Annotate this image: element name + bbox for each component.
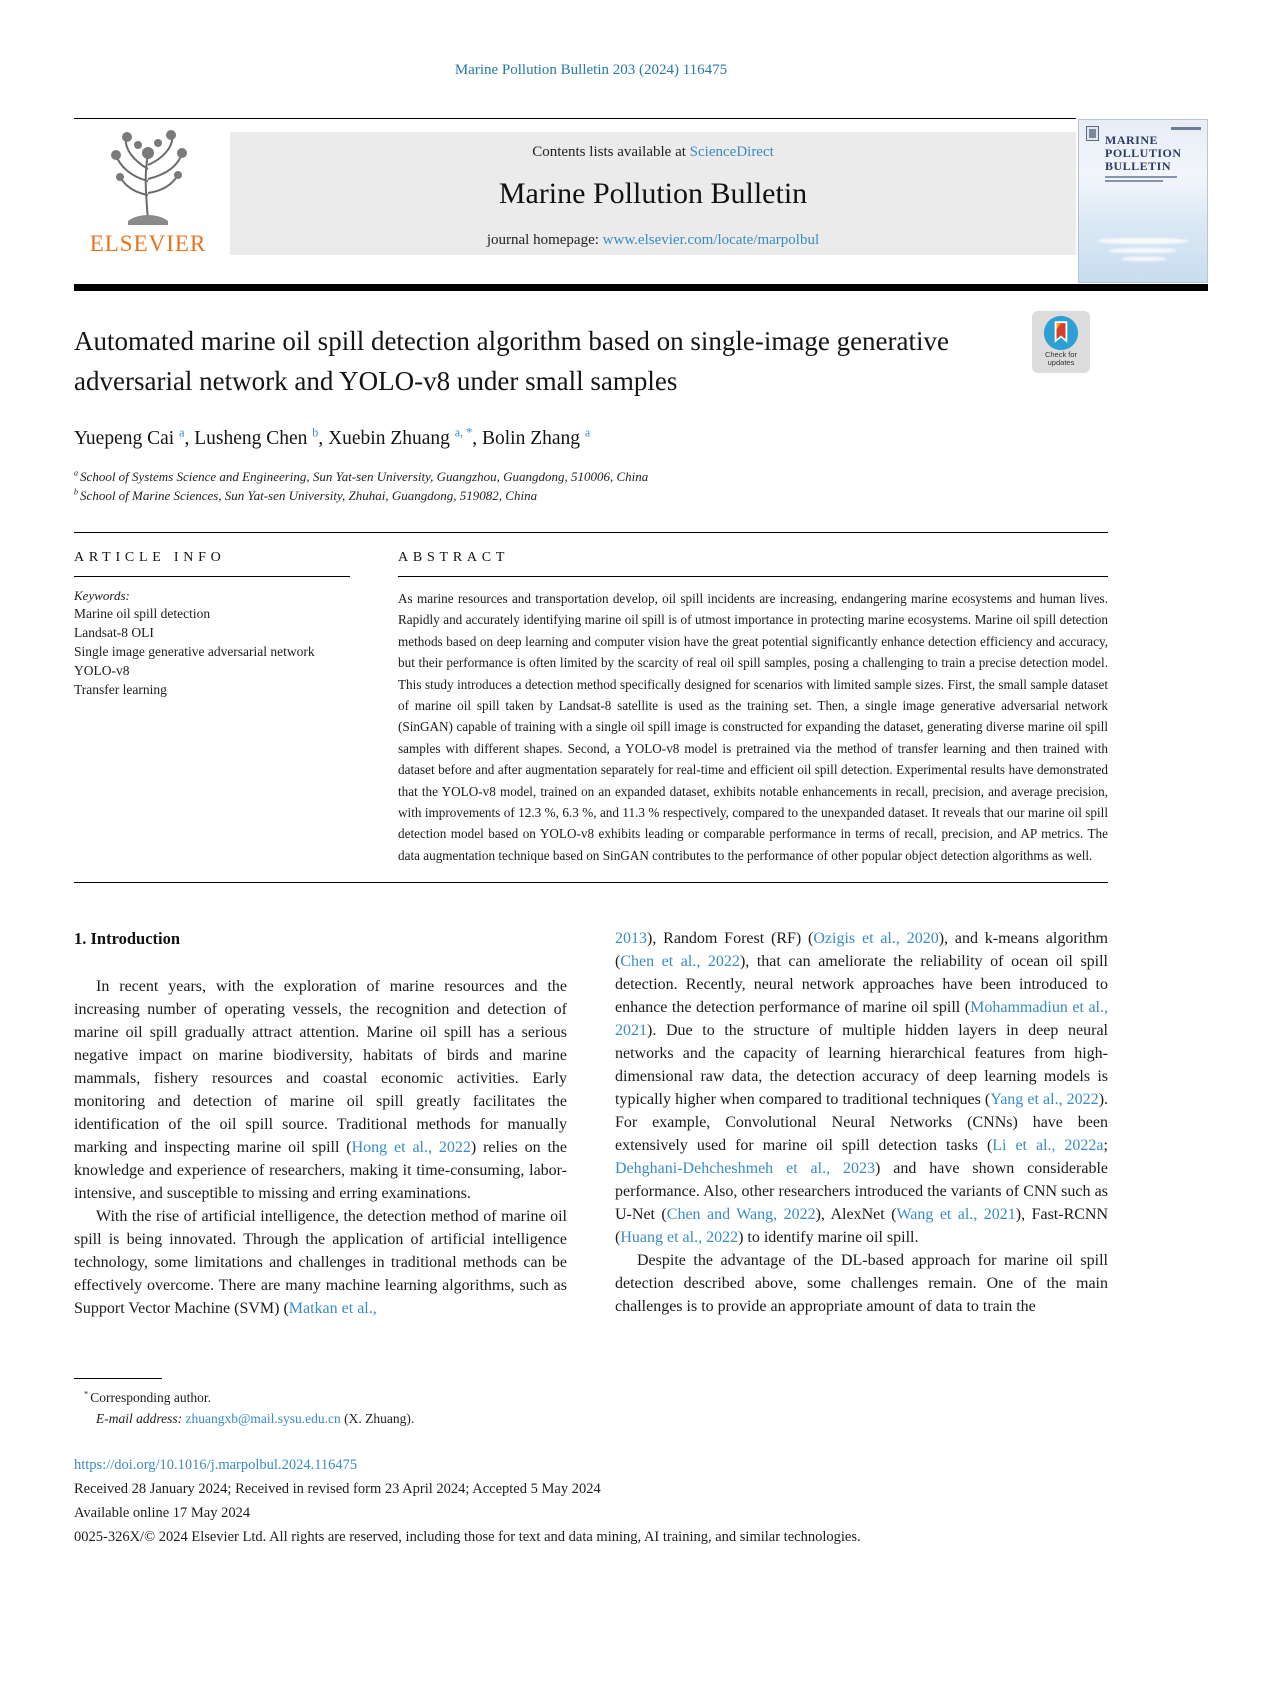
inline-link[interactable]: Ozigis et al., 2020 [813,930,939,948]
inline-link[interactable]: Chen and Wang, 2022 [666,1206,816,1224]
inline-link[interactable]: a [179,425,185,440]
abstract-text: As marine resources and transportation develop, oil spill incidents are increasing, endangering marine ecosystems and human lives. Rapidly and accurately identifying marine oil spill is of utmost importance in protecting marine ecosystems. Marine oil spill detection methods based on deep learning and computer vision have the great potential significantly enhance detection efficiency and accuracy, but their performance is often limited by the scarcity of real oil spill samples, posing a challenging to train a precise detection model. This study introduces a detection method specifically designed for scenarios with limited sample sizes. First, the small sample dataset of marine oil spill taken by Landsat-8 satellite is used as the training set. Then, a single image generative adversarial network (SinGAN) capable of training with a single oil spill image is constructed for expanding the dataset, generating diverse marine oil spill samples with different shapes. Second, a YOLO-v8 model is pretrained via the method of transfer learning and then trained with dataset before and after augmentation separately for real-time and efficient oil spill detection. Experimental results have demonstrated that the YOLO-v8 model, trained on an expanded dataset, exhibits notable enhancements in recall, precision, and average precision, with improvements of 12.3 %, 6.3 %, and 11.3 % respectively, compared to the unexpanded dataset. It reveals that our marine oil spill detection model based on YOLO-v8 exhibits leading or comparable performance in terms of recall, precision, and AP metrics. The data augmentation technique based on SinGAN contributes to the performance of other popular object detection algorithms as well. [398,591,1108,863]
text-run: ) relies on the knowledge and experience of researchers, making it time-consuming, labor-intensive, and susceptible to missing and erring examinations. [74,1139,568,1203]
text-run: ) and have shown considerable performance. Also, other researchers introduced the variants of CNN such as U-Net ( [615,1160,1108,1224]
cover-wave-art [1109,248,1177,253]
inline-link[interactable]: Dehghani-Dehcheshmeh et al., 2023 [615,1160,876,1178]
doi-link[interactable]: https://doi.org/10.1016/j.marpolbul.2024.116475 [74,1457,358,1474]
text-run: (X. Zhuang). [340,1411,415,1427]
cover-wave-art [1121,257,1167,261]
text-run: ), AlexNet ( [815,1206,897,1224]
text-run: School of Systems Science and Engineering, Sun Yat-sen University, Guangzhou, Guangdong, 510006, China [80,469,649,484]
available-online: Available online 17 May 2024 [74,1505,251,1522]
inline-link[interactable]: Mohammadiun et al., 2021 [615,999,1109,1040]
text-run: In recent years, with the exploration of marine resources and the increasing number of operating vessels, the recognition and detection of marine oil spill gradually attract attention. Marine oil spill has a serious negative impact on marine biodiversity, habitats of birds and marine mammals, fishery resources and coastal economic activities. Early monitoring and detection of marine oil spill greatly facilitates the identification of the oil spill source. Traditional methods for manually marking and inspecting marine oil spill ( [74,978,567,1157]
text-run: ), Fast-RCNN ( [615,1206,1109,1247]
header-divider-bar [74,284,1208,291]
article-info-heading: ARTICLE INFO [74,550,226,565]
contents-line [230,144,1076,161]
body-column-right [615,927,1108,1320]
title-block [74,321,1208,401]
abstract-rule [398,576,1108,577]
intro-paragraph [615,1249,1108,1318]
text-run: b [74,487,81,497]
journal-banner [230,132,1076,255]
homepage-line [230,232,1076,249]
inline-link[interactable]: Li et al., 2022a [992,1137,1104,1155]
sciencedirect-link[interactable]: ScienceDirect [689,144,774,160]
elsevier-logo [74,125,222,257]
journal-title: Marine Pollution Bulletin [498,177,808,210]
article-info-rule [74,576,350,577]
keyword-item: Marine oil spill detection [74,606,211,621]
text-run: ), Random Forest (RF) ( [647,930,814,948]
affiliation-b [74,486,1208,505]
corresponding-author-note [74,1387,1208,1408]
text-run: ). For example, Convolutional Neural Networks (CNNs) have been extensively used for marine oil spill detection tasks ( [615,1091,1109,1155]
inline-link[interactable]: a [584,425,591,440]
text-run: ). Due to the structure of multiple hidden layers in deep neural networks and the capacity of learning hierarchical features from high-dimensional raw data, the detection accuracy of deep learning models is typically higher when compared to traditional techniques ( [615,1022,1108,1109]
intro-paragraph [74,975,567,1205]
text-run: Corresponding author. [90,1390,212,1406]
author-list [74,425,1208,450]
keyword-item: Transfer learning [74,682,167,697]
keywords-label: Keywords: [74,588,130,603]
text-run: With the rise of artificial intelligence, the detection method of marine oil spill is being innovated. Through the application of artificial intelligence technology, some limitations and challenges in traditional methods can be effectively overcome. There are many machine learning algorithms, such as Support Vector Machine (SVM) ( [74,1208,567,1318]
email-note [74,1408,1208,1429]
text-run: ), and k-means algorithm ( [615,930,1108,971]
copyright-line: 0025-326X/© 2024 Elsevier Ltd. All rights are reserved, including those for text and data mining, AI training, and similar technologies. [74,1529,861,1546]
text-run: ; [1103,1137,1108,1155]
journal-homepage-link[interactable]: www.elsevier.com/locate/marpolbul [602,232,820,248]
keyword-item: Single image generative adversarial network [74,644,315,659]
footnote-block [74,1378,1208,1429]
inline-link[interactable]: Huang et al., 2022 [620,1229,739,1247]
journal-cover-logo-icon [1086,126,1099,141]
article-meta-block [74,1453,1208,1549]
check-for-updates-badge[interactable] [1032,311,1090,373]
text-run: , Lusheng Chen [184,428,313,449]
intro-paragraph [615,927,1108,1249]
check-for-updates-label-1: Check for [1044,350,1078,359]
inline-link[interactable]: Chen et al., 2022 [620,953,740,971]
text-run: ) to identify marine oil spill. [738,1229,919,1247]
affiliations [74,467,1208,505]
article-info-column [74,533,350,866]
inline-link[interactable]: Wang et al., 2021 [896,1206,1016,1224]
info-bottom-rule [74,882,1108,883]
crossmark-icon [1032,315,1090,351]
text-run: School of Marine Sciences, Sun Yat-sen University, Zhuhai, Guangdong, 519082, China [80,488,538,503]
affiliation-a [74,467,1208,486]
journal-cover-thumbnail[interactable] [1078,119,1208,283]
intro-paragraph [74,1205,567,1320]
text-run: , Bolin Zhang [472,428,585,449]
check-for-updates-label-2: updates [1047,358,1075,367]
introduction-section [74,927,1108,1320]
abstract-column [398,533,1108,866]
footnote-rule [74,1378,162,1379]
keyword-item: Landsat-8 OLI [74,625,154,640]
received-dates: Received 28 January 2024; Received in revised form 23 April 2024; Accepted 5 May 2024 [74,1481,601,1498]
inline-link[interactable]: b [312,425,319,440]
text-run: a [74,468,81,478]
cover-issn-mark [1171,127,1201,130]
inline-link[interactable]: Hong et al., 2022 [351,1139,471,1157]
inline-link[interactable]: Yang et al., 2022 [990,1091,1099,1109]
text-run: E-mail address: [96,1411,186,1427]
cover-title: MARINE POLLUTION BULLETIN [1105,133,1182,173]
section-heading-introduction: 1. Introduction [74,929,181,949]
elsevier-tree-icon [74,125,222,229]
keyword-item: YOLO-v8 [74,663,130,678]
text-run: Despite the advantage of the DL-based approach for marine oil spill detection described above, some challenges remain. One of the main challenges is to provide an appropriate amount of data to train the [615,1252,1108,1316]
contents-prefix: Contents lists available at [532,144,690,160]
text-run: , Xuebin Zhuang [318,428,455,449]
cover-wave-art [1097,238,1189,244]
article-title: Automated marine oil spill detection algorithm based on single-image generative adversarial network and YOLO-v8 under small samples [74,326,949,396]
inline-link[interactable]: zhuangxb@mail.sysu.edu.cn [185,1411,341,1427]
body-column-left [74,927,567,1320]
journal-reference: Marine Pollution Bulletin 203 (2024) 116475 [454,62,728,78]
text-run: ), that can ameliorate the reliability of ocean oil spill detection. Recently, neural network approaches have been introduced to enhance the detection performance of marine oil spill ( [615,953,1109,1017]
journal-header [74,119,1208,284]
cover-subtitle-lines [1105,176,1177,184]
homepage-prefix: journal homepage: [486,232,603,248]
text-run: Yuepeng Cai [74,428,180,449]
inline-link[interactable]: a, * [454,425,473,440]
text-run: * [84,1389,91,1399]
abstract-heading: ABSTRACT [398,550,510,565]
elsevier-wordmark: ELSEVIER [89,231,207,256]
info-abstract-section [74,533,1108,866]
inline-link[interactable]: Matkan et al., [288,1300,377,1318]
inline-link[interactable]: 2013 [615,930,647,948]
